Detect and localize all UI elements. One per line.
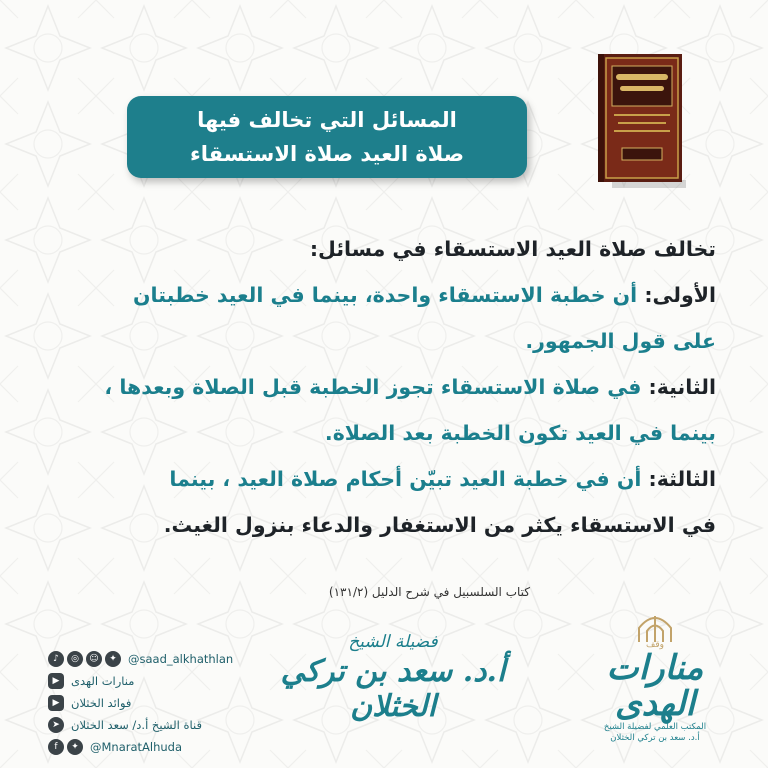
text-line	[60, 226, 716, 272]
text-segment: أن في خطبة العيد تبيّن أحكام صلاة العيد ، بينما	[169, 467, 642, 491]
source-citation: كتاب السلسبيل في شرح الدليل (١٣١/٢)	[328, 585, 530, 599]
text-segment: في الاستسقاء يكثر من الاستغفار والدعاء بنزول الغيث.	[163, 513, 716, 537]
text-segment: الثالثة:	[641, 467, 716, 491]
social-links	[48, 648, 233, 758]
text-line	[60, 502, 716, 548]
text-segment: على قول الجمهور.	[525, 329, 716, 353]
text-segment: في صلاة الاستسقاء تجوز الخطبة قبل الصلاة وبعدها ،	[104, 375, 642, 399]
text-segment: الثانية:	[641, 375, 716, 399]
social-row[interactable]	[48, 648, 233, 670]
main-text	[60, 226, 716, 548]
social-row[interactable]	[48, 670, 233, 692]
logo-subtitle-1: المكتب العلمي لفضيلة الشيخ	[603, 722, 707, 732]
text-segment: الأولى:	[637, 283, 716, 307]
social-handle[interactable]: منارات الهدى	[71, 674, 135, 688]
social-handle[interactable]: @saad_alkhathlan	[128, 652, 234, 666]
text-segment: تخالف صلاة العيد الاستسقاء في مسائل:	[309, 237, 716, 261]
arch-icon	[635, 612, 675, 642]
logo	[580, 612, 730, 742]
tiktok-icon[interactable]: ♪	[48, 651, 64, 667]
signature-honorific: فضيلة الشيخ	[348, 632, 438, 652]
text-segment: بينما في العيد تكون الخطبة بعد الصلاة.	[324, 421, 716, 445]
youtube-icon[interactable]: ▶	[48, 695, 64, 711]
social-handle[interactable]: فوائد الخثلان	[71, 696, 132, 710]
logo-subtitle-2: أ.د. سعد بن تركي الخثلان	[610, 733, 700, 743]
facebook-icon[interactable]: f	[48, 739, 64, 755]
signature	[268, 632, 518, 732]
logo-title: منارات الهدى	[606, 648, 704, 724]
book-cover-image	[598, 52, 690, 190]
twitter-icon[interactable]: ✦	[105, 651, 121, 667]
social-handle[interactable]: @MnaratAlhuda	[90, 740, 183, 754]
signature-name: أ.د. سعد بن تركي الخثلان	[280, 654, 506, 724]
text-line	[60, 456, 716, 502]
title-line-2: صلاة العيد صلاة الاستسقاء	[189, 142, 464, 166]
youtube-icon[interactable]: ▶	[48, 673, 64, 689]
instagram-icon[interactable]: ◎	[67, 651, 83, 667]
title-banner	[127, 96, 527, 178]
logo-waqf: وقف	[646, 640, 664, 650]
text-line	[60, 410, 716, 456]
social-row[interactable]	[48, 714, 233, 736]
twitter-icon[interactable]: ✦	[67, 739, 83, 755]
text-line	[60, 272, 716, 318]
title-line-1: المسائل التي تخالف فيها	[197, 108, 457, 132]
social-row[interactable]	[48, 692, 233, 714]
snapchat-icon[interactable]: ☺	[86, 651, 102, 667]
social-row[interactable]	[48, 736, 233, 758]
telegram-icon[interactable]: ➤	[48, 717, 64, 733]
social-handle[interactable]: قناة الشيخ أ.د/ سعد الخثلان	[71, 718, 202, 732]
text-line	[60, 318, 716, 364]
text-line	[60, 364, 716, 410]
text-segment: أن خطبة الاستسقاء واحدة، بينما في العيد خطبتان	[133, 283, 638, 307]
